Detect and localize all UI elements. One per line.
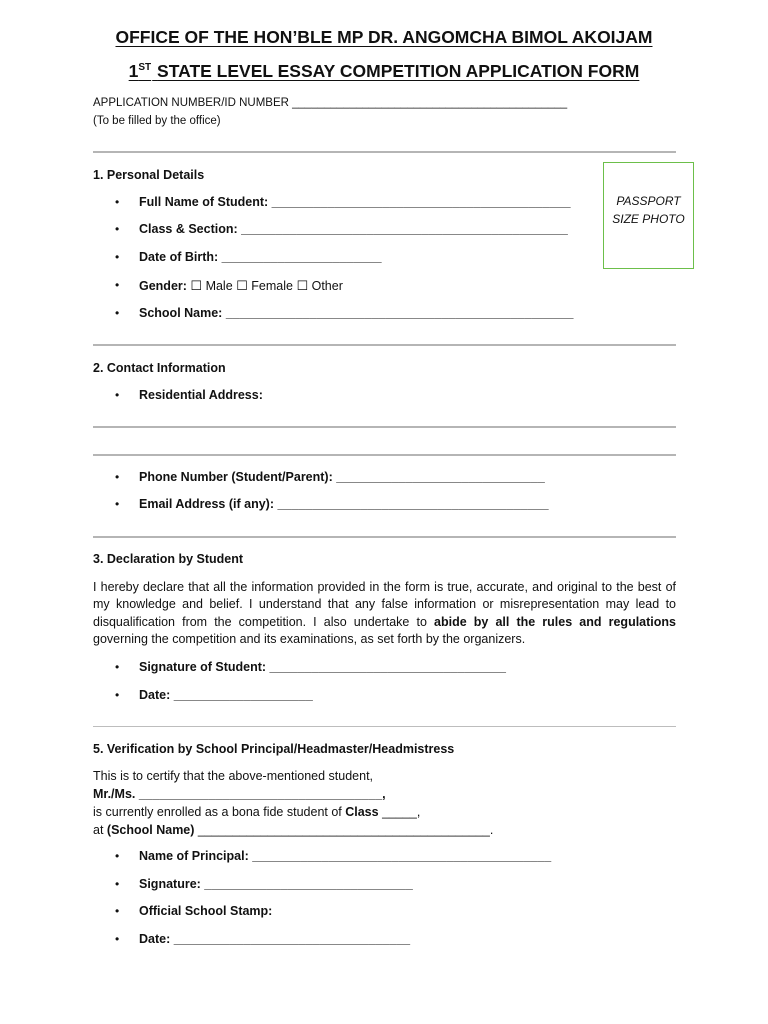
bullet: • — [115, 877, 120, 891]
gender-option-female: Female — [251, 279, 293, 293]
class-blank: _____, — [378, 805, 421, 819]
school-name-blank: __________________________________________. — [194, 823, 494, 837]
school-line[interactable] — [93, 823, 493, 837]
photo-label-line2: SIZE PHOTO — [612, 212, 685, 226]
form-title — [0, 61, 768, 82]
photo-label-line1: PASSPORT — [616, 194, 681, 208]
divider — [93, 151, 676, 153]
section-personal-details-heading: 1. Personal Details — [93, 168, 205, 182]
class-label: Class — [345, 805, 379, 819]
class-section-field[interactable]: Class & Section: _______________________________________________ — [139, 222, 568, 236]
gender-field — [139, 278, 343, 294]
email-field[interactable]: Email Address (if any): _______________________________________ — [139, 497, 549, 511]
enrolled-line[interactable] — [93, 805, 420, 819]
certify-line: This is to certify that the above-mentioned student, — [93, 769, 374, 783]
residential-address-label: Residential Address: — [139, 388, 263, 402]
school-stamp-label: Official School Stamp: — [139, 904, 273, 918]
section-contact-heading: 2. Contact Information — [93, 361, 226, 375]
divider — [93, 726, 676, 727]
declaration-text-2: governing the competition and its examinations, as set forth by the organizers. — [93, 631, 526, 646]
gender-label: Gender: — [139, 279, 187, 293]
bullet: • — [115, 222, 120, 236]
bullet: • — [115, 250, 120, 264]
bullet: • — [115, 388, 120, 402]
form-title-superscript: ST — [138, 62, 152, 73]
bullet: • — [115, 688, 120, 702]
divider — [93, 344, 676, 346]
date-of-birth-field[interactable]: Date of Birth: _______________________ — [139, 250, 382, 264]
at-text: at — [93, 823, 107, 837]
address-line-1[interactable] — [93, 426, 676, 428]
bullet: • — [115, 278, 120, 292]
school-name-label: (School Name) — [106, 823, 195, 837]
application-number-note: (To be filled by the office) — [93, 115, 221, 127]
checkbox-male[interactable]: ☐ — [190, 278, 203, 293]
declaration-text-bold: abide by all the rules and regulations — [434, 614, 676, 629]
bullet: • — [115, 306, 120, 320]
form-title-text: STATE LEVEL ESSAY COMPETITION APPLICATION FORM — [157, 61, 640, 81]
principal-signature-field[interactable]: Signature: ______________________________ — [139, 877, 413, 891]
declaration-text-1: I hereby declare that all the information provided in the form is true, accurate, and original to the best of my knowledge and belief. I understand that any false information or misrepresentation may lead to disqualification from the competition. I also undertake to — [93, 580, 676, 629]
bullet: • — [115, 195, 120, 209]
principal-date-field[interactable]: Date: __________________________________ — [139, 932, 411, 946]
declaration-paragraph — [93, 579, 676, 648]
phone-number-field[interactable]: Phone Number (Student/Parent): ______________________________ — [139, 470, 545, 484]
mr-ms-label: Mr./Ms. — [93, 787, 136, 801]
section-declaration-heading: 3. Declaration by Student — [93, 552, 244, 566]
enrolled-text: is currently enrolled as a bona fide student of — [93, 805, 346, 819]
checkbox-other[interactable]: ☐ — [296, 278, 309, 293]
address-line-2[interactable] — [93, 454, 676, 456]
gender-option-male: Male — [205, 279, 233, 293]
mr-ms-blank: ___________________________________, — [135, 787, 386, 801]
gender-option-other: Other — [311, 279, 343, 293]
checkbox-female[interactable]: ☐ — [236, 278, 248, 293]
school-name-field[interactable]: School Name: __________________________________________________ — [139, 306, 574, 320]
form-title-number: 1 — [128, 61, 139, 81]
student-date-field[interactable]: Date: ____________________ — [139, 688, 313, 702]
office-title: OFFICE OF THE HON’BLE MP DR. ANGOMCHA BIMOL AKOIJAM — [115, 27, 653, 47]
section-verification-heading: 5. Verification by School Principal/Headmaster/Headmistress — [93, 742, 455, 756]
student-name-line[interactable] — [93, 787, 386, 801]
full-name-field[interactable]: Full Name of Student: ___________________________________________ — [139, 195, 571, 209]
bullet: • — [115, 904, 120, 918]
divider — [93, 536, 676, 538]
principal-name-field[interactable]: Name of Principal: ___________________________________________ — [139, 849, 552, 863]
bullet: • — [115, 849, 120, 863]
passport-photo-box — [603, 162, 694, 269]
bullet: • — [115, 497, 120, 511]
bullet: • — [115, 932, 120, 946]
application-number-field[interactable]: APPLICATION NUMBER/ID NUMBER ___________________________________________ — [93, 97, 568, 109]
bullet: • — [115, 660, 120, 674]
bullet: • — [115, 470, 120, 484]
student-signature-field[interactable]: Signature of Student: __________________________________ — [139, 660, 506, 674]
